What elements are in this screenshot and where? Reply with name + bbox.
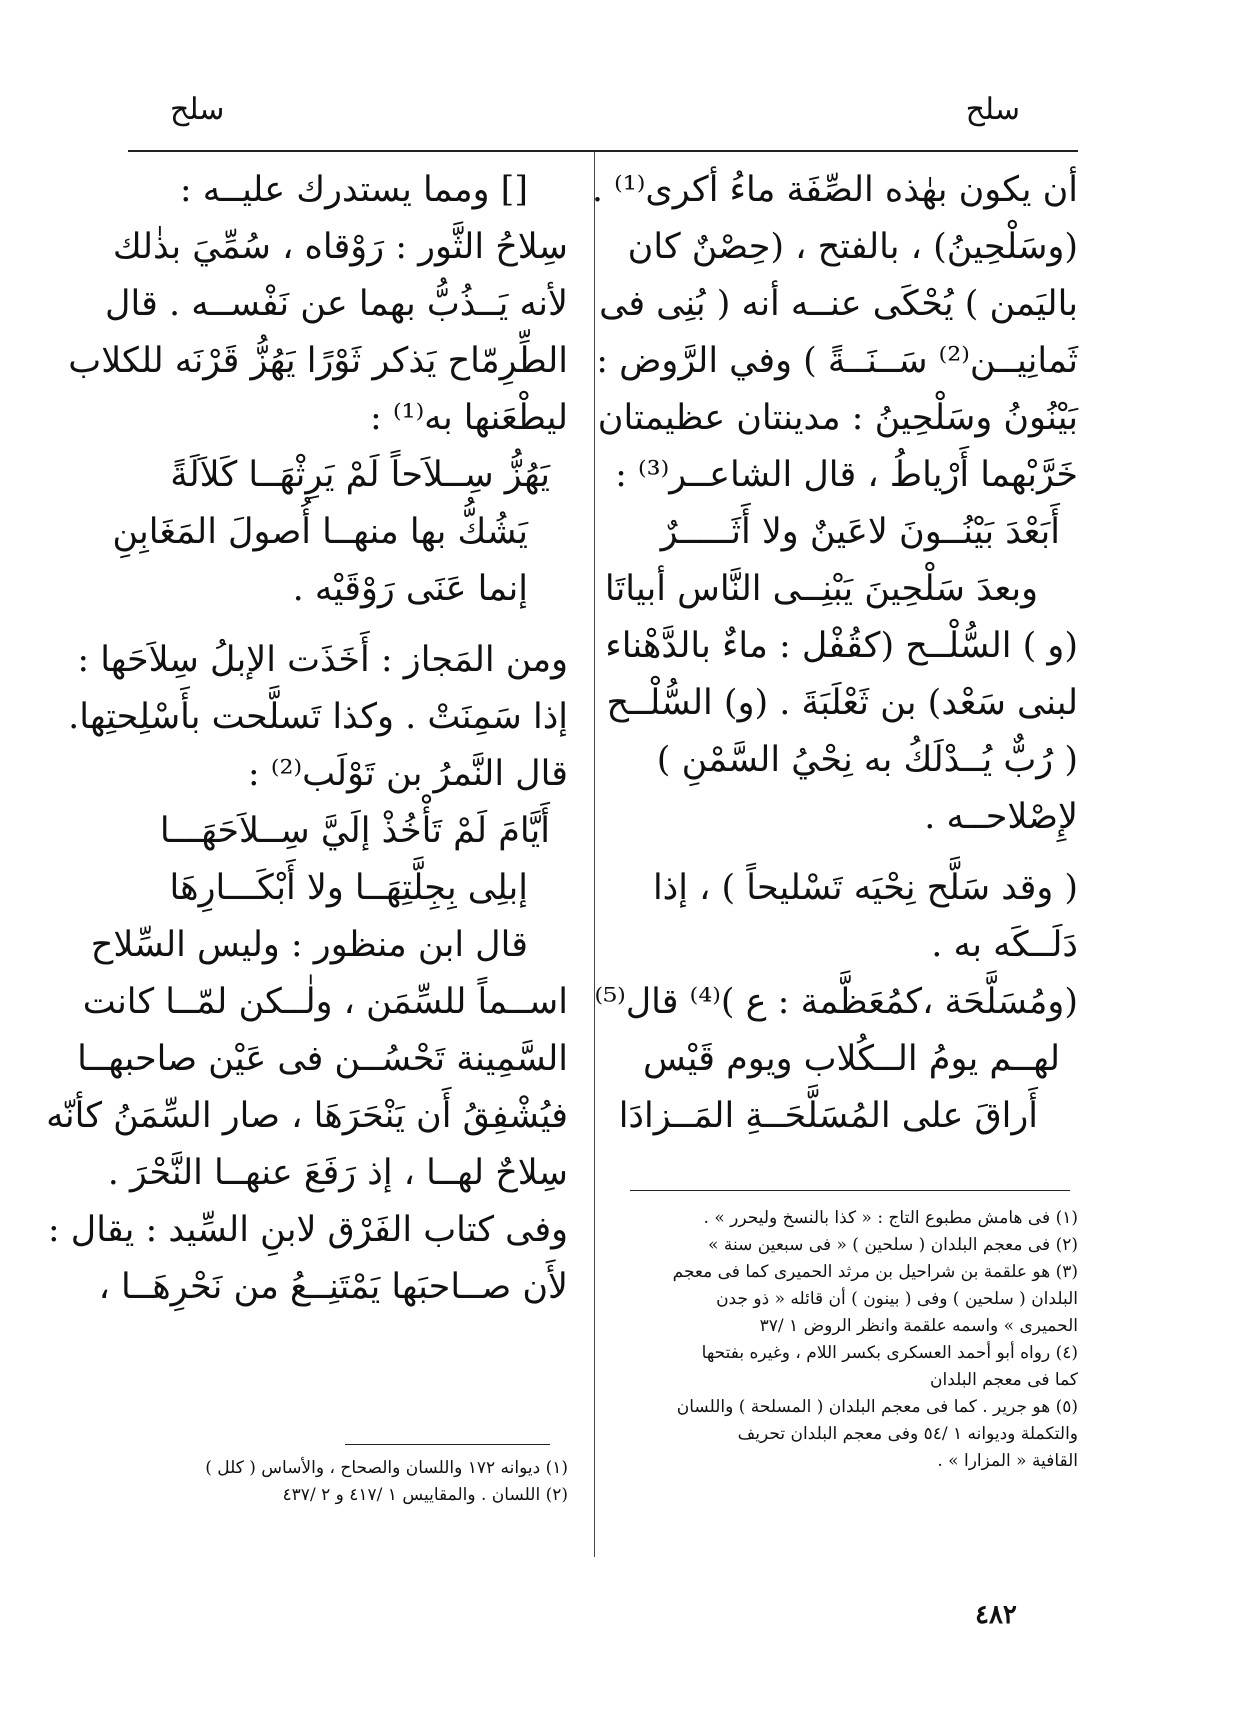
text-line: لإِصْلاحــه . [924,797,1078,837]
footnote-line: الحميرى » واسمه علقمة وانظر الروض ١ /٣٧ [759,1316,1078,1336]
text-line: إذا سَمِنَتْ . وكذا تَسلَّحت بأَسْلِحتِها. [68,697,568,737]
verse-line: أَبَعْدَ بَيْنُــونَ لاعَينٌ ولا أَثَـــــرٌ [660,512,1060,552]
text-line: (و ) السُّلْــح (كقُفْل : ماءٌ بالدَّهْناء [605,626,1078,666]
text-line: دَلَــكَه به . [931,925,1078,965]
verse-line: إبلِى بِجِلَّتِهَــا ولا أَبْكَـــارِهَا [169,868,528,908]
footnote-line: القافية « المزارا » . [937,1451,1078,1471]
text-line: ثَمانِيــن⁽²⁾ سَــنَــةً ) وفي الرَّوض : [596,341,1078,381]
text-line: اســماً للسِّمَن ، ولٰــكن لمّــا كانت [82,982,568,1022]
text-line: ( وقد سَلَّح نِحْيَه تَسْليحاً ) ، إذا [652,868,1078,908]
footnote-line: والتكملة وديوانه ١ /٥٤ وفى معجم البلدان تحريف [737,1424,1078,1444]
footnote-line: (١) فى هامش مطبوع التاج : « كذا بالنسخ وليحرر » . [703,1208,1078,1228]
footnote-line: (٣) هو علقمة بن شراحيل بن مرثد الحميرى كما فى معجم [672,1262,1078,1282]
header-rule [128,150,1078,152]
running-header-left: سلح [170,92,225,127]
footnote-line: (٢) اللسان . والمقاييس ١ /٤١٧ و ٢ /٤٣٧ [282,1485,568,1505]
left-column [46,162,568,1316]
text-line: لبنى سَعْد) بن ثَعْلَبَةَ . (و) السُّلْــح [606,683,1078,723]
text-line: (ومُسَلَّحَة ،كمُعَظَّمة : ع )⁽⁴⁾ قال⁽⁵⁾ [594,982,1078,1022]
text-line: سِلاحُ الثَّور : رَوْقاه ، سُمِّيَ بذٰلك [112,227,568,267]
text-line: ليطْعَنها به⁽¹⁾ : [370,398,568,438]
verse-line: لهــم يومُ الــكُلاب ويوم قَيْس [643,1039,1060,1079]
footnote-line: (٤) رواه أبو أحمد العسكرى بكسر اللام ، وغيره بفتحها [701,1343,1078,1363]
text-line: [] ومما يستدرك عليــه : [179,170,528,210]
footnotes-left [128,1455,568,1509]
text-line: باليَمن ) يُحْكَى عنــه أنه ( بُنِى فى [599,284,1078,324]
verse-line: أَراقَ على المُسَلَّحَــةِ المَــزادَا [618,1096,1038,1136]
text-line: قال ابن منظور : وليس السِّلاح [90,925,528,965]
text-line: لأَن صــاحبَها يَمْتَنِــعُ من نَحْرِهَــا ، [98,1267,568,1307]
text-line: ( رُبٌّ يُــدْلَكُ به نِحْيُ السَّمْنِ ) [656,740,1078,780]
verse-line: يَشُكُّ بها منهــا أُصولَ المَغَابِنِ [112,512,528,552]
text-line: لأنه يَــذُبُّ بهما عن نَفْســه . قال [105,284,568,324]
text-line: فيُشْفِقُ أَن يَنْحَرَهَا ، صار السِّمَنُ كأنّه [46,1096,568,1136]
page-number: ٤٨٢ [975,1600,1017,1630]
text-line: ومن المَجاز : أَخَذَت الإبلُ سِلاَحَها : [77,640,568,680]
text-line: قال النَّمرُ بن تَوْلَب⁽²⁾ : [247,754,568,794]
footnote-rule-left [345,1444,550,1445]
column-divider [594,152,595,1557]
footnote-rule-right [630,1190,1070,1191]
text-line: (وسَلْحِينُ) ، بالفتح ، (حِصْنٌ كان [627,227,1078,267]
right-column [591,162,1078,1145]
footnote-line: (٥) هو جرير . كما فى معجم البلدان ( المسلحة ) واللسان [676,1397,1078,1417]
text-line: إنما عَنَى رَوْقَيْه . [292,569,528,609]
text-line: الطِّرِمّاح يَذكر ثَوْرًا يَهُزُّ قَرْنَه للكلاب [68,341,568,381]
text-line: سِلاحٌ لهــا ، إذ رَفَعَ عنهــا النَّحْرَ . [107,1153,568,1193]
running-header-right: سلح [965,92,1020,127]
text-line: أن يكون بهٰذه الصِّفَة ماءُ أكرى⁽¹⁾ . [591,170,1078,210]
text-line: وفى كتاب الفَرْق لابنِ السِّيد : يقال : [47,1210,568,1250]
text-line: خَرَّبْهما أَرْياطُ ، قال الشاعــر⁽³⁾ : [615,455,1078,495]
verse-line: يَهُزُّ سِــلاَحاً لَمْ يَرِثْهَــا كَلاَلَةً [170,455,550,495]
footnote-line: (١) ديوانه ١٧٢ واللسان والصحاح ، والأساس ( كلل ) [205,1458,568,1478]
verse-line: أَيَّامَ لَمْ تَأْخُذْ إلَيَّ سِــلاَحَهَـــا [159,811,550,851]
footnote-line: البلدان ( سلحين ) وفى ( بينون ) أن قائله « ذو جدن [716,1289,1078,1309]
text-line: بَيْنُونُ وسَلْحِينُ : مدينتان عظيمتان [597,398,1078,438]
text-line: السَّمِينة تَحْسُــن فى عَيْن صاحبهــا [77,1039,568,1079]
footnote-line: (٢) فى معجم البلدان ( سلحين ) « فى سبعين سنة » [708,1235,1078,1255]
footnotes-right [630,1205,1078,1475]
verse-line: وبعدَ سَلْحِينَ يَبْنِــى النَّاس أبياتَا [604,569,1038,609]
footnote-line: كما فى معجم البلدان [930,1370,1078,1390]
